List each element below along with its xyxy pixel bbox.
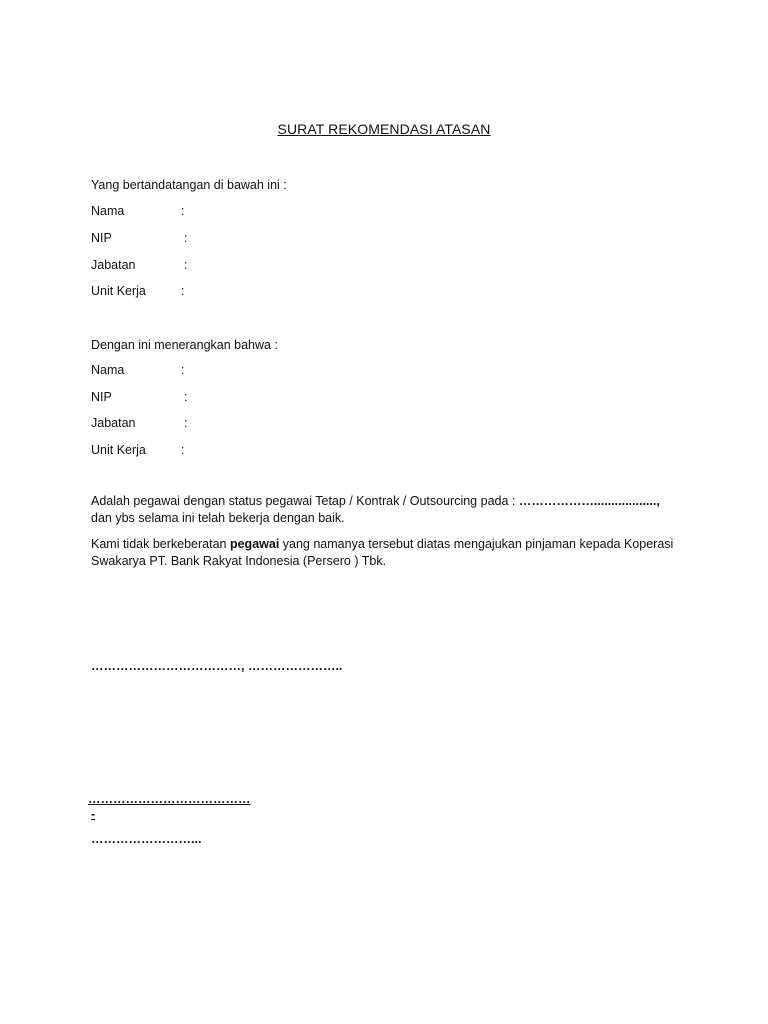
section2-field-unit-kerja bbox=[91, 442, 184, 458]
field-label: Unit Kerja bbox=[91, 284, 146, 298]
section1-field-nama bbox=[91, 203, 184, 219]
section1-field-nip bbox=[91, 230, 187, 246]
section1-field-jabatan bbox=[91, 257, 187, 273]
field-colon: : bbox=[181, 284, 185, 298]
section2-field-nip bbox=[91, 389, 187, 405]
field-colon: : bbox=[181, 204, 185, 218]
section2-intro: Dengan ini menerangkan bahwa : bbox=[91, 338, 278, 352]
field-label: Jabatan bbox=[91, 416, 136, 430]
field-colon: : bbox=[181, 443, 185, 457]
field-label: Nama bbox=[91, 363, 125, 377]
field-label: NIP bbox=[91, 390, 112, 404]
place-date-line: ………………………………, ………………….. bbox=[91, 659, 343, 673]
status-line-2: dan ybs selama ini telah bekerja dengan baik. bbox=[91, 511, 345, 525]
document-title: SURAT REKOMENDASI ATASAN bbox=[277, 121, 491, 137]
status-line-1 bbox=[91, 493, 691, 510]
section1-intro: Yang bertandatangan di bawah ini : bbox=[91, 178, 287, 192]
field-label: Unit Kerja bbox=[91, 443, 146, 457]
field-colon: : bbox=[184, 231, 188, 245]
section1-field-unit-kerja bbox=[91, 283, 184, 299]
field-colon: : bbox=[184, 416, 188, 430]
status-text: Adalah pegawai dengan status pegawai Tetap / Kontrak / Outsourcing pada : bbox=[91, 494, 519, 508]
field-colon: : bbox=[184, 390, 188, 404]
field-label: NIP bbox=[91, 231, 112, 245]
signature-name-line: ………………………………… bbox=[88, 792, 251, 806]
statement-line-2: Swakarya PT. Bank Rakyat Indonesia (Persero ) Tbk. bbox=[91, 554, 387, 568]
signature-nip-line: ……………………... bbox=[91, 832, 202, 846]
section2-field-jabatan bbox=[91, 415, 187, 431]
statement-paragraph bbox=[91, 536, 691, 570]
statement-text-after: yang namanya tersebut diatas mengajukan pinjaman kepada Koperasi bbox=[279, 537, 674, 551]
statement-text-before: Kami tidak berkeberatan bbox=[91, 537, 230, 551]
status-dots: ……………….................., bbox=[518, 494, 660, 508]
field-label: Jabatan bbox=[91, 258, 136, 272]
status-paragraph bbox=[91, 493, 691, 527]
signature-name-line-2: - bbox=[91, 807, 96, 821]
section2-field-nama bbox=[91, 362, 184, 378]
field-colon: : bbox=[184, 258, 188, 272]
field-label: Nama bbox=[91, 204, 125, 218]
field-colon: : bbox=[181, 363, 185, 377]
statement-bold-word: pegawai bbox=[229, 537, 280, 551]
statement-line-1 bbox=[91, 536, 691, 553]
